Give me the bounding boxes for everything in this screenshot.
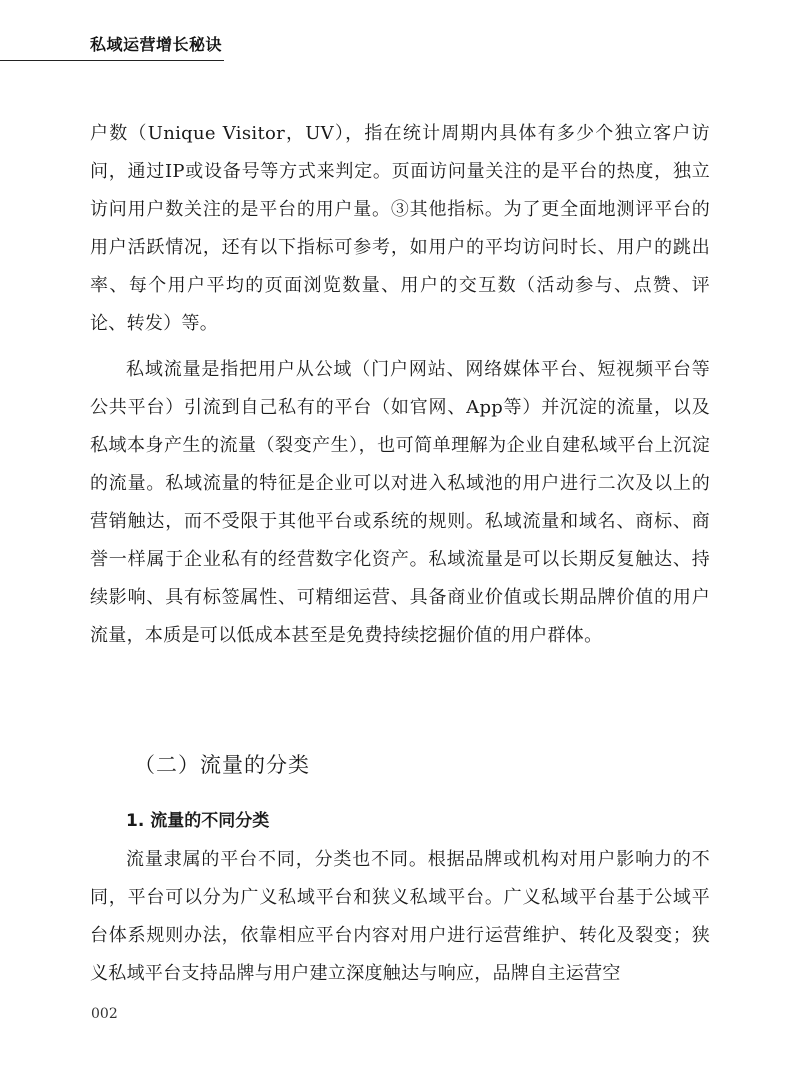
section-heading: （二）流量的分类 — [134, 753, 310, 777]
paragraph-traffic-classification — [90, 841, 710, 993]
book-title: 私域运营增长秘诀 — [90, 35, 223, 54]
paragraph-private-traffic — [90, 351, 710, 655]
page-number: 002 — [91, 1006, 118, 1022]
paragraph-text: 私域流量是指把用户从公域（门户网站、网络媒体平台、短视频平台等公共平台）引流到自己私有的平台（如官网、App等）并沉淀的流量，以及私域本身产生的流量（裂变产生），也可简单理解为企业自建私域平台上沉淀的流量。私域流量的特征是企业可以对进入私域池的用户进行二次及以上的营销触达，而不受限于其他平台或系统的规则。私域流量和域名、商标、商誉一样属于企业私有的经营数字化资产。私域流量是可以长期反复触达、持续影响、具有标签属性、可精细运营、具备商业价值或长期品牌价值的用户流量，本质是可以低成本甚至是免费持续挖掘价值的用户群体。 — [90, 359, 710, 646]
running-header — [0, 0, 790, 64]
subsection-heading: 1. 流量的不同分类 — [126, 811, 270, 831]
paragraph-text: 流量隶属的平台不同，分类也不同。根据品牌或机构对用户影响力的不同，平台可以分为广义私域平台和狭义私域平台。广义私域平台基于公域平台体系规则办法，依靠相应平台内容对用户进行运营维护、转化及裂变；狭义私域平台支持品牌与用户建立深度触达与响应，品牌自主运营空 — [90, 849, 710, 984]
header-divider — [0, 60, 224, 61]
paragraph-text: 户数（Unique Visitor，UV），指在统计周期内具体有多少个独立客户访问，通过IP或设备号等方式来判定。页面访问量关注的是平台的热度，独立访问用户数关注的是平台的用户量。③其他指标。为了更全面地测评平台的用户活跃情况，还有以下指标可参考，如用户的平均访问时长、用户的跳出率、每个用户平均的页面浏览数量、用户的交互数（活动参与、点赞、评论、转发）等。 — [90, 123, 710, 334]
paragraph-uv-metrics — [90, 115, 710, 343]
